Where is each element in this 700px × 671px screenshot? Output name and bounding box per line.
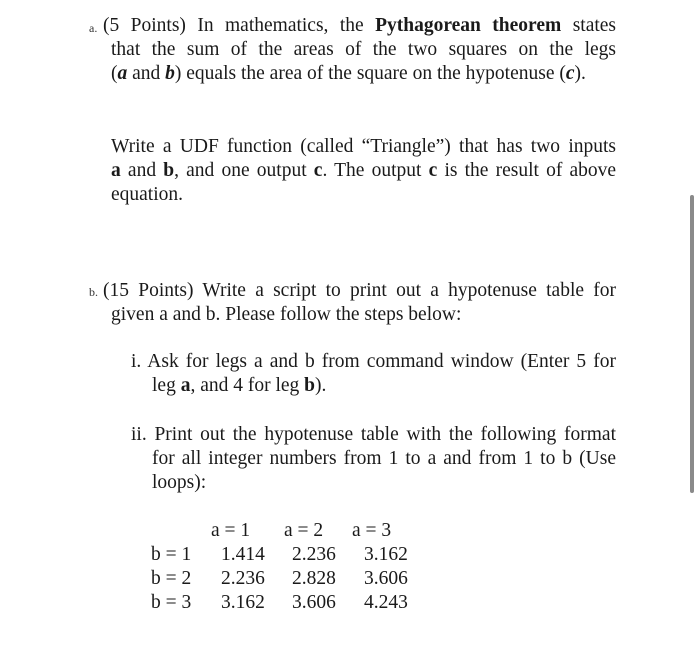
table-cell: 3.162 xyxy=(364,544,408,565)
part-a-para2-line-2: a and b, and one output c. The output c is the result of above xyxy=(111,160,617,181)
row-label: b = 3 xyxy=(151,592,192,613)
table-cell: 3.606 xyxy=(292,592,336,613)
part-b-line-1: (15 Points) Write a script to print out a hypotenuse table for xyxy=(103,280,616,301)
vertical-scrollbar[interactable] xyxy=(690,195,694,493)
part-a-marker: a. xyxy=(89,21,98,35)
part-a-para2-line-3: equation. xyxy=(111,184,184,205)
table-cell: 4.243 xyxy=(364,592,408,613)
step-ii-line-1: ii. Print out the hypotenuse table with the following format xyxy=(131,424,616,445)
col-header: a = 2 xyxy=(284,520,324,541)
step-i-line-2: leg a, and 4 for leg b). xyxy=(152,375,327,396)
part-a-line-2: that the sum of the areas of the two squares on the legs xyxy=(111,39,616,60)
part-a-line-3: (a and b) equals the area of the square on the hypotenuse (c). xyxy=(111,63,586,84)
table-cell: 1.414 xyxy=(221,544,265,565)
col-header: a = 3 xyxy=(352,520,392,541)
table-cell: 2.236 xyxy=(221,568,265,589)
step-i-line-1: i. Ask for legs a and b from command window (Enter 5 for xyxy=(131,351,616,372)
part-a-line-1: (5 Points) In mathematics, the Pythagorean theorem states xyxy=(103,15,617,36)
table-cell: 2.828 xyxy=(292,568,336,589)
table-cell: 2.236 xyxy=(292,544,336,565)
step-ii-line-3: loops): xyxy=(152,472,207,493)
part-a-para2-line-1: Write a UDF function (called “Triangle”) that has two inputs xyxy=(111,136,616,157)
table-cell: 3.606 xyxy=(364,568,408,589)
col-header: a = 1 xyxy=(211,520,251,541)
step-ii-line-2: for all integer numbers from 1 to a and from 1 to b (Use xyxy=(152,448,616,469)
part-b-marker: b. xyxy=(89,285,98,299)
table-cell: 3.162 xyxy=(221,592,265,613)
row-label: b = 1 xyxy=(151,544,192,565)
part-b-line-2: given a and b. Please follow the steps below: xyxy=(111,304,462,325)
row-label: b = 2 xyxy=(151,568,192,589)
